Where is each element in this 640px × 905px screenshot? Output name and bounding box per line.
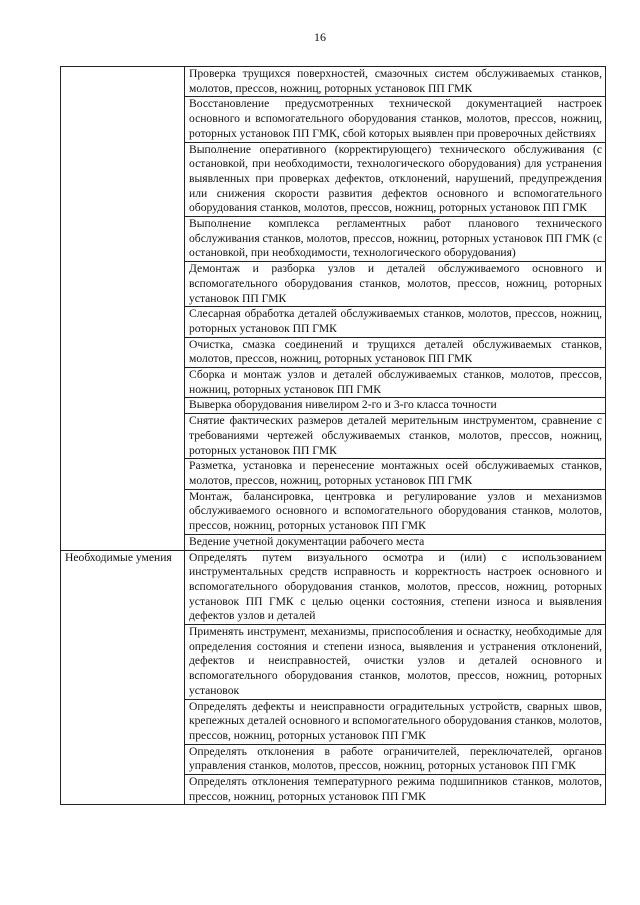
section-label: Необходимые умения <box>61 550 185 805</box>
table-row <box>61 550 606 625</box>
requirement-item: Демонтаж и разборка узлов и деталей обслуживаемого основного и вспомогательного оборудования станков, молотов, прессов, ножниц, роторных установок ПП ГМК <box>185 262 606 307</box>
requirement-item: Определять дефекты и неисправности оградительных устройств, сварных швов, крепежных деталей основного и вспомогательного оборудования станков, молотов, прессов, ножниц, роторных установок ПП ГМК <box>185 699 606 744</box>
page-number: 16 <box>314 30 326 44</box>
requirement-item: Определять отклонения температурного режима подшипников станков, молотов, прессов, ножниц, роторных установок ПП ГМК <box>185 775 606 805</box>
requirement-item: Определять отклонения в работе ограничителей, переключателей, органов управления станков, молотов, прессов, ножниц, роторных установок ПП ГМК <box>185 744 606 774</box>
requirement-item: Восстановление предусмотренных технической документацией настроек основного и вспомогательного оборудования станков, молотов, прессов, ножниц, роторных установок ПП ГМК, сбой которых выявлен при проверочных действиях <box>185 97 606 142</box>
requirement-item: Выверка оборудования нивелиром 2-го и 3-го класса точности <box>185 398 606 414</box>
requirement-item: Проверка трущихся поверхностей, смазочных систем обслуживаемых станков, молотов, прессов, ножниц, роторных установок ПП ГМК <box>185 67 606 97</box>
requirement-item: Выполнение оперативного (корректирующего) технического обслуживания (с остановкой, при необходимости, технологического оборудования) для устранения выявленных при проверках дефектов, отклонений, нарушений, предупреждения или снижения скорости развития дефектов основного и вспомогательного оборудования станков, молотов, прессов, ножниц, роторных установок ПП ГМК <box>185 142 606 217</box>
requirement-item: Монтаж, балансировка, центровка и регулирование узлов и механизмов обслуживаемого основного и вспомогательного оборудования станков, молотов, прессов, ножниц, роторных установок ПП ГМК <box>185 489 606 534</box>
requirement-item: Ведение учетной документации рабочего места <box>185 534 606 550</box>
table-row <box>61 67 606 97</box>
requirement-item: Выполнение комплекса регламентных работ планового технического обслуживания станков, молотов, прессов, ножниц, роторных установок ПП ГМК (с остановкой, при необходимости, технологического оборудования) <box>185 217 606 262</box>
requirement-item: Разметка, установка и перенесение монтажных осей обслуживаемых станков, молотов, прессов, ножниц, роторных установок ПП ГМК <box>185 459 606 489</box>
requirement-item: Снятие фактических размеров деталей мерительным инструментом, сравнение с требованиями чертежей обслуживаемых станков, молотов, прессов, ножниц, роторных установок ПП ГМК <box>185 414 606 459</box>
requirement-item: Применять инструмент, механизмы, приспособления и оснастку, необходимые для определения состояния и степени износа, выявления и устранения отклонений, дефектов и неисправностей, очистки узлов и деталей основного и вспомогательного оборудования станков, молотов, прессов, ножниц, роторных установок <box>185 625 606 700</box>
requirement-item: Слесарная обработка деталей обслуживаемых станков, молотов, прессов, ножниц, роторных установок ПП ГМК <box>185 307 606 337</box>
requirement-item: Сборка и монтаж узлов и деталей обслуживаемых станков, молотов, прессов, ножниц, роторных установок ПП ГМК <box>185 368 606 398</box>
requirements-table <box>60 66 606 805</box>
requirement-item: Очистка, смазка соединений и трущихся деталей обслуживаемых станков, молотов, прессов, ножниц, роторных установок ПП ГМК <box>185 337 606 367</box>
requirement-item: Определять путем визуального осмотра и (или) с использованием инструментальных средств исправность и корректность настроек основного и вспомогательного оборудования станков, молотов, прессов, ножниц, роторных установок ПП ГМК с целью оценки состояния, степени износа и выявления дефектов узлов и деталей <box>185 550 606 625</box>
section-label <box>61 67 185 551</box>
